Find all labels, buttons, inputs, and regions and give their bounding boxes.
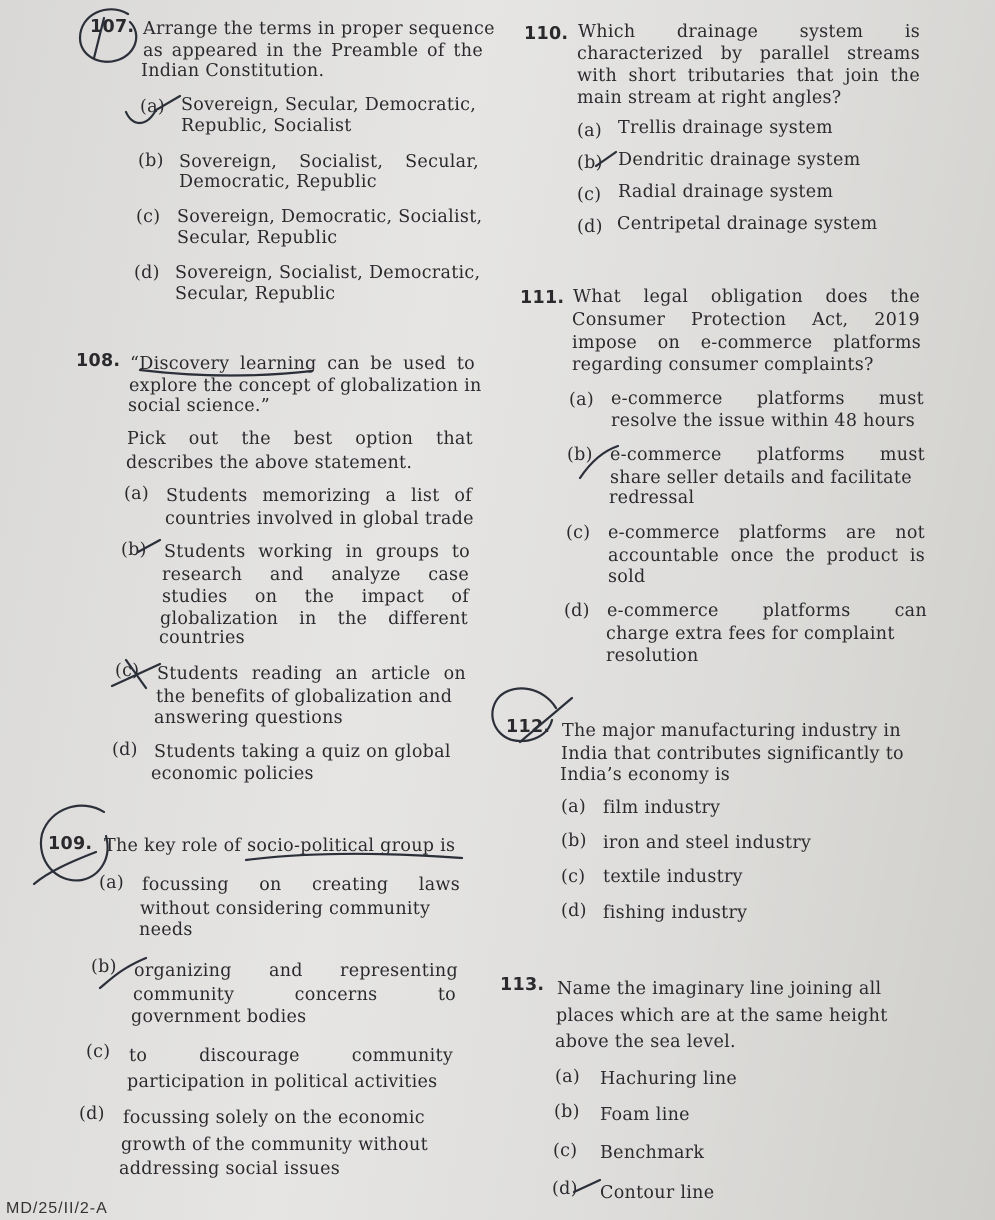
paper-code: MD/25/II/2-A — [6, 1200, 108, 1217]
q107-option-a-label: (a) — [140, 97, 165, 117]
q110-option-c-text: Radial drainage system — [618, 182, 834, 202]
q111-option-d-line1: e-commerce platforms can — [607, 601, 927, 621]
q108-stem-line1: “Discovery learning can be used to — [130, 354, 475, 374]
q108-option-a-line1: Students memorizing a list of — [166, 486, 472, 506]
tick-mark-113d — [574, 1180, 600, 1192]
question-number-110: 110. — [524, 24, 569, 44]
q111-stem-line3: impose on e-commerce platforms — [572, 333, 921, 353]
q110-option-d-label: (d) — [577, 217, 603, 237]
q111-option-b-line2: share seller details and facilitate — [610, 468, 912, 488]
q108-option-d-line1: Students taking a quiz on global — [154, 742, 451, 762]
q108-option-c-line1: Students reading an article on — [157, 664, 466, 684]
q107-stem-line2: as appeared in the Preamble of the — [143, 41, 483, 61]
q111-option-c-line1: e-commerce platforms are not — [608, 523, 925, 543]
question-number-108: 108. — [76, 351, 121, 371]
q112-option-d-text: fishing industry — [603, 903, 748, 923]
q107-option-c-label: (c) — [136, 207, 161, 227]
q112-option-a-text: film industry — [603, 798, 721, 818]
q108-option-b-line4: globalization in the different — [160, 609, 468, 629]
q108-prompt-line2: describes the above statement. — [126, 453, 413, 473]
q112-option-c-text: textile industry — [603, 867, 743, 887]
q109-option-c-line1: to discourage community — [129, 1046, 453, 1066]
q111-option-a-line1: e-commerce platforms must — [611, 389, 924, 409]
q108-option-a-line2: countries involved in global trade — [165, 509, 474, 529]
q108-stem-line2: explore the concept of globalization in — [129, 376, 482, 396]
q113-option-a-label: (a) — [555, 1067, 580, 1087]
q113-stem-line1: Name the imaginary line joining all — [557, 979, 882, 999]
question-number-109: 109. — [48, 834, 93, 854]
question-number-111: 111. — [520, 288, 565, 308]
q111-option-b-line3: redressal — [609, 488, 695, 508]
q111-option-d-line3: resolution — [606, 646, 699, 666]
question-number-112: 112. — [506, 717, 551, 737]
q112-option-b-label: (b) — [561, 831, 587, 851]
q112-option-c-label: (c) — [561, 867, 586, 887]
q108-option-c-label: (c) — [115, 661, 140, 681]
q108-prompt-line1: Pick out the best option that — [127, 429, 473, 449]
q111-option-b-label: (b) — [567, 445, 593, 465]
q111-stem-line4: regarding consumer complaints? — [572, 355, 874, 375]
q109-option-b-line2: community concerns to — [133, 985, 456, 1005]
q111-option-a-line2: resolve the issue within 48 hours — [611, 411, 916, 431]
q110-stem-line1: Which drainage system is — [578, 22, 920, 42]
q109-option-c-line2: participation in political activities — [127, 1072, 438, 1092]
q109-option-d-line1: focussing solely on the economic — [123, 1108, 425, 1128]
q109-option-b-line3: government bodies — [131, 1007, 307, 1027]
q110-option-a-label: (a) — [577, 121, 602, 141]
q112-option-b-text: iron and steel industry — [603, 833, 812, 853]
q113-option-a-text: Hachuring line — [600, 1069, 738, 1089]
q109-option-a-line2: without considering community — [140, 899, 431, 919]
q113-stem-line3: above the sea level. — [555, 1032, 736, 1052]
q107-option-c-line1: Sovereign, Democratic, Socialist, — [177, 207, 483, 227]
q109-option-b-line1: organizing and representing — [134, 961, 458, 981]
q108-option-b-label: (b) — [121, 540, 147, 560]
q109-option-a-label: (a) — [99, 873, 124, 893]
q107-stem-line3: Indian Constitution. — [141, 61, 325, 81]
q108-option-b-line5: countries — [159, 628, 245, 648]
q107-option-d-label: (d) — [134, 263, 160, 283]
q107-stem-line1: Arrange the terms in proper sequence — [143, 19, 495, 39]
q113-option-d-label: (d) — [552, 1179, 578, 1199]
q111-option-c-line2: accountable once the product is — [608, 546, 925, 566]
q107-option-d-line1: Sovereign, Socialist, Democratic, — [175, 263, 481, 283]
q111-option-c-label: (c) — [566, 523, 591, 543]
q108-option-b-line1: Students working in groups to — [164, 542, 470, 562]
q113-option-c-text: Benchmark — [600, 1143, 705, 1163]
q108-option-d-line2: economic policies — [151, 764, 314, 784]
q109-stem-line1: The key role of socio-political group is — [104, 836, 456, 856]
q108-option-a-label: (a) — [124, 484, 149, 504]
q110-stem-line3: with short tributaries that join the — [577, 66, 920, 86]
q110-option-c-label: (c) — [577, 185, 602, 205]
q108-option-d-label: (d) — [112, 740, 138, 760]
q111-stem-line2: Consumer Protection Act, 2019 — [572, 310, 920, 330]
q111-option-c-line3: sold — [608, 567, 646, 587]
q108-option-c-line3: answering questions — [154, 708, 343, 728]
q108-option-c-line2: the benefits of globalization and — [156, 687, 453, 707]
q113-option-b-label: (b) — [554, 1102, 580, 1122]
q110-option-a-text: Trellis drainage system — [618, 118, 833, 138]
q112-stem-line3: India’s economy is — [560, 765, 731, 785]
q107-option-b-line2: Democratic, Republic — [179, 172, 377, 192]
q112-stem-line1: The major manufacturing industry in — [562, 721, 901, 741]
q107-option-a-line1: Sovereign, Secular, Democratic, — [181, 95, 477, 115]
q110-option-b-label: (b) — [577, 153, 603, 173]
q110-option-b-text: Dendritic drainage system — [618, 150, 861, 170]
q108-stem-line3: social science.” — [128, 396, 270, 416]
q109-option-d-line3: addressing social issues — [119, 1159, 341, 1179]
q112-option-d-label: (d) — [561, 901, 587, 921]
q110-option-d-text: Centripetal drainage system — [617, 214, 878, 234]
q113-option-c-label: (c) — [553, 1141, 578, 1161]
q107-option-d-line2: Secular, Republic — [175, 284, 336, 304]
q109-option-a-line3: needs — [139, 920, 193, 940]
q107-option-b-label: (b) — [138, 151, 164, 171]
q109-option-d-label: (d) — [79, 1104, 105, 1124]
q111-option-d-line2: charge extra fees for complaint — [606, 624, 895, 644]
q107-option-b-line1: Sovereign, Socialist, Secular, — [179, 152, 479, 172]
question-number-113: 113. — [500, 975, 545, 995]
q109-option-a-line1: focussing on creating laws — [142, 875, 460, 895]
q110-stem-line4: main stream at right angles? — [577, 88, 842, 108]
q112-stem-line2: India that contributes significantly to — [561, 744, 904, 764]
question-number-107: 107. — [90, 17, 135, 37]
q113-stem-line2: places which are at the same height — [556, 1006, 888, 1026]
q113-option-b-text: Foam line — [600, 1105, 690, 1125]
q110-stem-line2: characterized by parallel streams — [577, 44, 920, 64]
q108-option-b-line3: studies on the impact of — [162, 587, 469, 607]
q112-option-a-label: (a) — [561, 797, 586, 817]
q109-option-c-label: (c) — [86, 1042, 111, 1062]
q109-option-b-label: (b) — [91, 957, 117, 977]
q107-option-c-line2: Secular, Republic — [177, 228, 338, 248]
q109-option-d-line2: growth of the community without — [121, 1135, 428, 1155]
q108-option-b-line2: research and analyze case — [162, 565, 469, 585]
q111-stem-line1: What legal obligation does the — [573, 287, 920, 307]
q111-option-b-line1: e-commerce platforms must — [610, 445, 925, 465]
q107-option-a-line2: Republic, Socialist — [181, 116, 352, 136]
q111-option-d-label: (d) — [564, 601, 590, 621]
q113-option-d-text: Contour line — [600, 1183, 715, 1203]
q111-option-a-label: (a) — [569, 390, 594, 410]
